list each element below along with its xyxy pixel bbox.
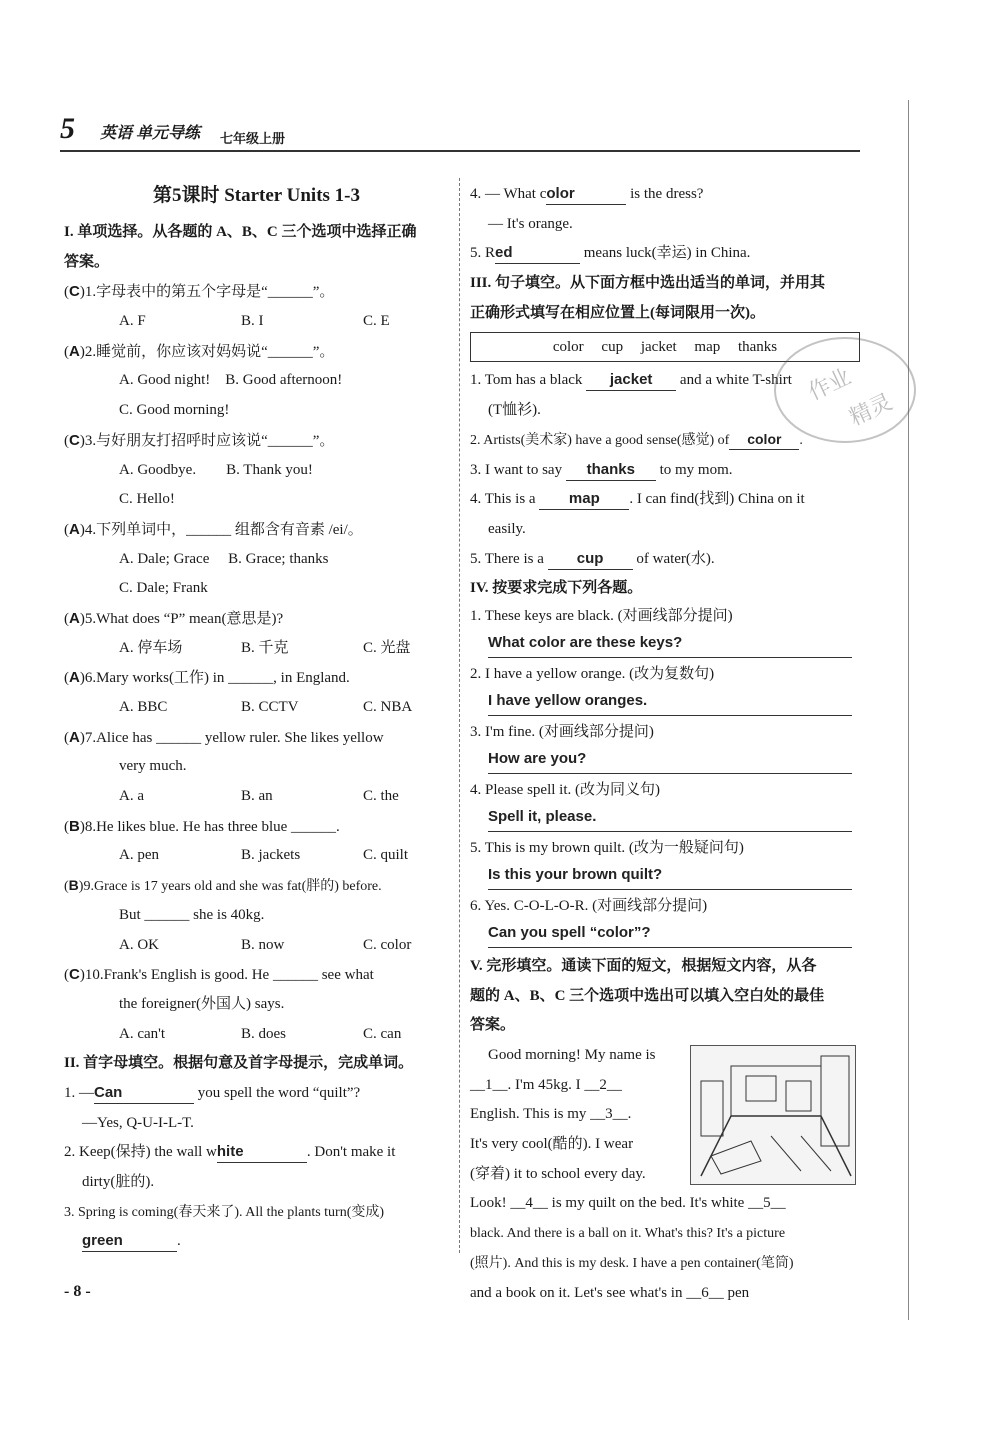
sentence-2: 2. Artists(美术家) have a good sense(感觉) of color . (470, 430, 803, 448)
brand-title: 英语 单元导练 (100, 125, 201, 142)
cloze-line-9: and a book on it. Let's see what's in __6__ pen (470, 1284, 750, 1301)
fill-2-cont: dirty(脏的). (82, 1174, 155, 1190)
cloze-line-8: (照片). And this is my desk. I have a pen container(笔筒) (470, 1255, 794, 1271)
options-1: A. F B. I C. E (119, 313, 390, 330)
options-3b: C. Hello! (119, 491, 175, 508)
cloze-line-4: It's very cool(酷的). I wear (470, 1136, 634, 1153)
question-1: (C)1.字母表中的第五个字母是“______”。 (64, 283, 335, 301)
transform-5-answer: Is this your brown quilt? (488, 861, 852, 890)
question-9: (B)9.Grace is 17 years old and she was fat(胖的) before. (64, 877, 382, 895)
stamp-icon (770, 330, 920, 450)
transform-5-question: 5. This is my brown quilt. (改为一般疑问句) (470, 839, 744, 856)
question-7-cont: very much. (119, 758, 187, 775)
question-10-cont: the foreigner(外国人) says. (119, 995, 285, 1012)
question-4: (A)4.下列单词中，______ 组都含有音素 /ei/。 (64, 520, 363, 538)
transform-4-question: 4. Please spell it. (改为同义句) (470, 781, 660, 798)
options-9: A. OK B. now C. color (119, 936, 412, 953)
sentence-4-cont: easily. (488, 520, 526, 537)
options-7: A. a B. an C. the (119, 788, 399, 805)
transform-1-answer: What color are these keys? (488, 629, 852, 658)
fill-3: 3. Spring is coming(春天来了). All the plants turn(变成) (64, 1204, 385, 1220)
page-edge-line (908, 100, 909, 1320)
header-divider (60, 150, 860, 152)
question-7: (A)7.Alice has ______ yellow ruler. She likes yellow (64, 728, 384, 746)
transform-6-answer: Can you spell “color”? (488, 919, 852, 948)
sentence-5: 5. There is a cup of water(水). (470, 545, 860, 575)
options-2a: A. Good night! B. Good afternoon! (119, 372, 343, 389)
fill-5: 5. Red means luck(幸运) in China. (470, 239, 860, 269)
options-6: A. BBC B. CCTV C. NBA (119, 699, 413, 715)
fill-4-reply: — It's orange. (488, 215, 573, 232)
sentence-1: 1. Tom has a black jacket and a white T-shirt (470, 366, 860, 396)
cloze-line-6: Look! __4__ is my quilt on the bed. It's white __5__ (470, 1195, 786, 1212)
part2-heading: II. 首字母填空。根据句意及首字母提示，完成单词。 (64, 1055, 414, 1072)
fill-3-answer: green . (64, 1227, 449, 1257)
page-number: - 8 - (64, 1283, 91, 1300)
part3-heading: III. 句子填空。从下面方框中选出适当的单词，并用其 (470, 275, 826, 292)
options-2b: C. Good morning! (119, 402, 230, 419)
cloze-passage (470, 1041, 860, 1308)
part1-heading-cont: 答案。 (64, 253, 110, 270)
cloze-line-1: Good morning! My name is (488, 1047, 656, 1063)
transform-2-question: 2. I have a yellow orange. (改为复数句) (470, 665, 715, 682)
section-title: 第5课时 Starter Units 1-3 (152, 185, 361, 206)
page-header (60, 108, 860, 152)
transform-1-question: 1. These keys are black. (对画线部分提问) (470, 607, 733, 624)
transform-6-question: 6. Yes. C-O-L-O-R. (对画线部分提问) (470, 897, 708, 914)
word-box: color cup jacket map thanks (470, 332, 860, 362)
transform-3-answer: How are you? (488, 745, 852, 774)
fill-2: 2. Keep(保持) the wall white . Don't make it (64, 1138, 449, 1168)
transform-3-question: 3. I'm fine. (对画线部分提问) (470, 723, 654, 740)
part5-heading: V. 完形填空。通读下面的短文，根据短文内容，从各 (470, 957, 817, 974)
options-4b: C. Dale; Frank (119, 580, 208, 597)
fill-1-reply: —Yes, Q-U-I-L-T. (82, 1114, 194, 1131)
question-2: (A)2.睡觉前，你应该对妈妈说“______”。 (64, 342, 335, 360)
fill-4: 4. — What color is the dress? (470, 180, 860, 210)
grade-label: 七年级上册 (220, 131, 286, 146)
options-8: A. pen B. jackets C. quilt (119, 847, 409, 864)
transform-2-answer: I have yellow oranges. (488, 687, 852, 716)
sentence-4: 4. This is a map . I can find(找到) China on it (470, 485, 860, 515)
cloze-line-7: black. And there is a ball on it. What's this? It's a picture (470, 1226, 786, 1242)
part5-heading-cont2: 答案。 (470, 1017, 516, 1034)
series-logo: 5 (60, 112, 75, 145)
question-6: (A)6.Mary works(工作) in ______, in England. (64, 669, 350, 687)
part1-heading: I. 单项选择。从各题的 A、B、C 三个选项中选择正确 (64, 224, 417, 240)
options-4a: A. Dale; Grace B. Grace; thanks (119, 550, 329, 567)
part4-heading: IV. 按要求完成下列各题。 (470, 580, 643, 597)
transform-4-answer: Spell it, please. (488, 803, 852, 832)
sentence-3: 3. I want to say thanks to my mom. (470, 456, 860, 486)
options-3a: A. Goodbye. B. Thank you! (119, 461, 313, 478)
question-8: (B)8.He likes blue. He has three blue ______. (64, 817, 340, 835)
options-5: A. 停车场 B. 千克 C. 光盘 (119, 639, 411, 656)
cloze-line-5: (穿着) it to school every day. (470, 1165, 646, 1182)
cloze-line-3: English. This is my __3__. (470, 1106, 632, 1123)
question-10: (C)10.Frank's English is good. He ______ see what (64, 966, 374, 984)
part3-heading-cont: 正确形式填写在相应位置上(每词限用一次)。 (470, 304, 765, 321)
question-9-cont: But ______ she is 40kg. (119, 906, 265, 923)
watermark-stamp (770, 330, 920, 450)
svg-text:精灵: 精灵 (845, 389, 897, 432)
left-column (64, 180, 449, 1257)
svg-text:作业: 作业 (804, 364, 856, 406)
question-3: (C)3.与好朋友打招呼时应该说“______”。 (64, 431, 335, 449)
part5-heading-cont: 题的 A、B、C 三个选项中选出可以填入空白处的最佳 (470, 987, 825, 1004)
cloze-line-2: __1__. I'm 45kg. I __2__ (470, 1076, 622, 1093)
options-10: A. can't B. does C. can (119, 1025, 402, 1042)
sentence-1-cont: (T恤衫). (488, 402, 541, 419)
question-5: (A)5.What does “P” mean(意思是)? (64, 609, 284, 627)
fill-1: 1. —Can you spell the word “quilt”? (64, 1079, 449, 1109)
